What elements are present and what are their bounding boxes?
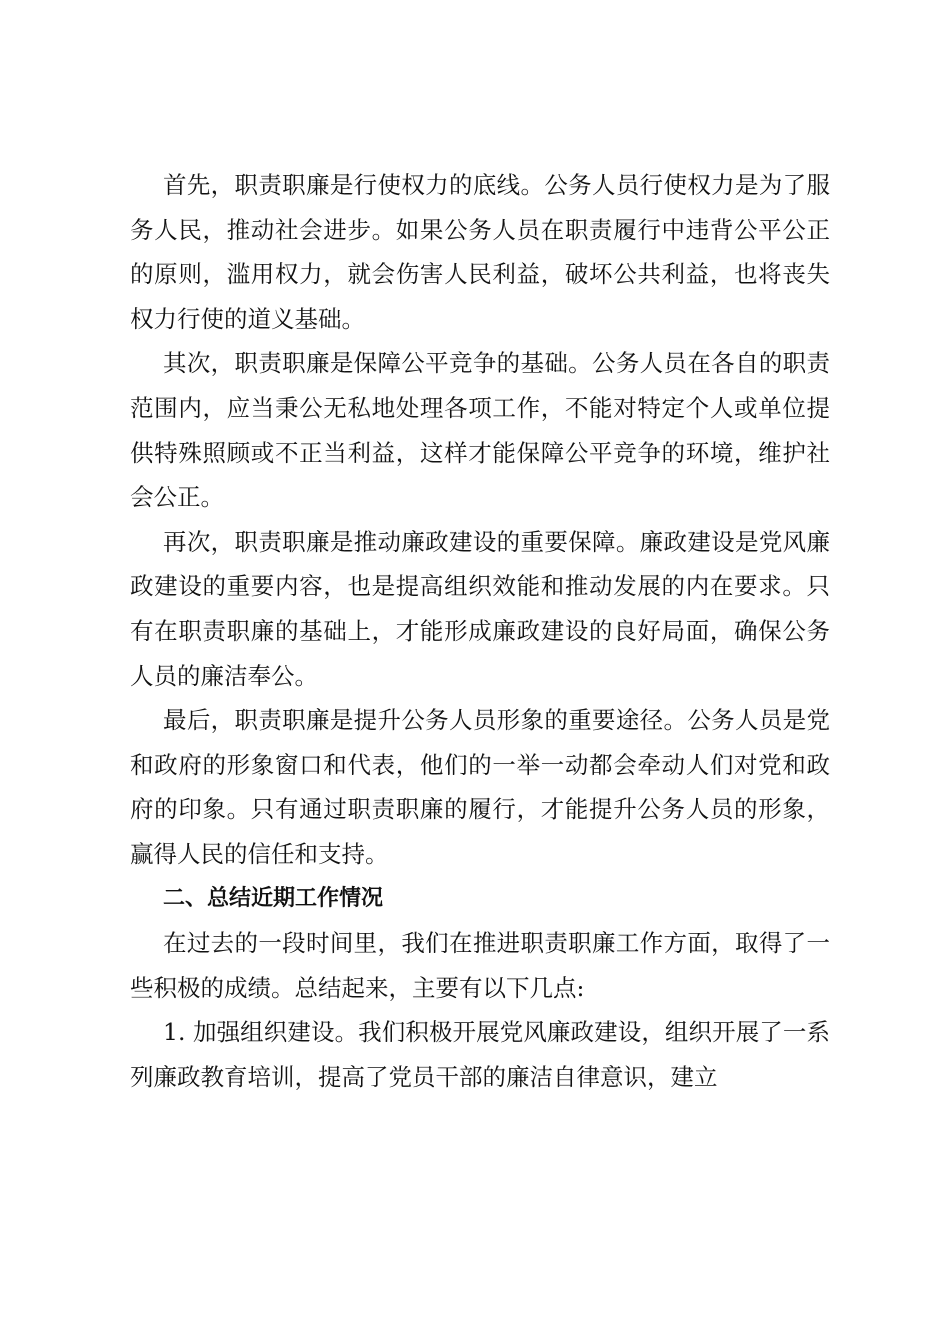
section-heading-recent-work: 二、总结近期工作情况	[163, 885, 384, 911]
paragraph-fair-competition: 其次，职责职廉是保障公平竞争的基础。公务人员在各自的职责范围内，应当秉公无私地处理各项工作，不能对特定个人或单位提供特殊照顾或不正当利益，这样才能保障公平竞争的环境，维护社会公正。	[130, 349, 830, 512]
paragraph-recent-achievements: 在过去的一段时间里，我们在推进职责职廉工作方面，取得了一些积极的成绩。总结起来，主要有以下几点:	[130, 929, 830, 1002]
paragraph-integrity-building: 再次，职责职廉是推动廉政建设的重要保障。廉政建设是党风廉政建设的重要内容，也是提高组织效能和推动发展的内在要求。只有在职责职廉的基础上，才能形成廉政建设的良好局面，确保公务人员的廉洁奉公。	[130, 527, 830, 690]
paragraph-item-1-organization: 1. 加强组织建设。我们积极开展党风廉政建设，组织开展了一系列廉政教育培训，提高了党员干部的廉洁自律意识，建立	[130, 1018, 830, 1091]
document-page	[130, 163, 830, 1099]
paragraph-first-bottom-line: 首先，职责职廉是行使权力的底线。公务人员行使权力是为了服务人民，推动社会进步。如果公务人员在职责履行中违背公平公正的原则，滥用权力，就会伤害人民利益，破坏公共利益，也将丧失权力行使的道义基础。	[130, 171, 830, 333]
paragraph-public-image: 最后，职责职廉是提升公务人员形象的重要途径。公务人员是党和政府的形象窗口和代表，他们的一举一动都会牵动人们对党和政府的印象。只有通过职责职廉的履行，才能提升公务人员的形象，赢得人民的信任和支持。	[130, 706, 830, 868]
